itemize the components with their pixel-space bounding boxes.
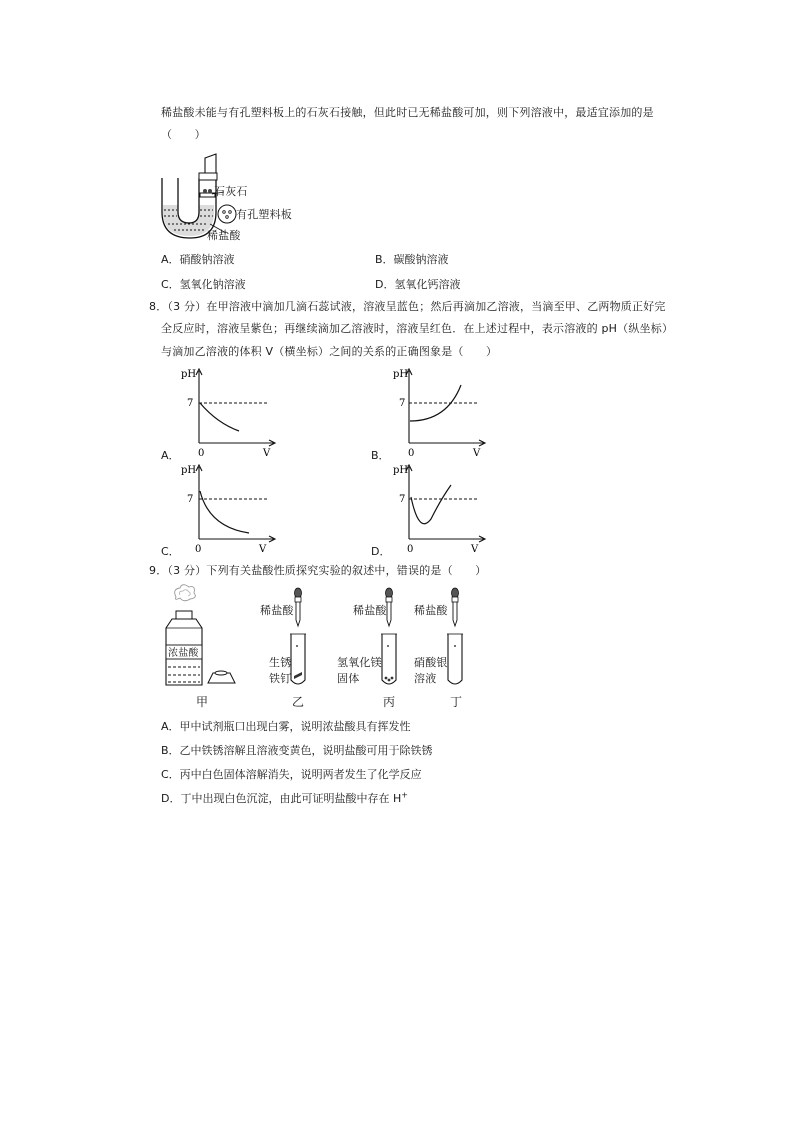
q8-choice-c: C． [161,545,180,558]
q8-graph-b-x-label: V [473,448,481,459]
q9-option-d-superscript: + [401,790,408,800]
q8-graph-b-mark-7: 7 [399,398,406,409]
q9-caption-jia: 甲 [196,695,209,709]
q8-graph-a-origin: 0 [198,448,205,459]
q8-choice-a: A． [161,449,180,462]
q8-stem-line-2: 全反应时，溶液呈紫色；再继续滴加乙溶液时，溶液呈红色．在上述过程中，表示溶液的 pH（纵坐标） [161,322,674,335]
q9-dropper-label-ding: 稀盐酸 [414,604,448,617]
q9-bing-label-1: 氢氧化镁 [337,656,382,669]
q8-graph-b-origin: 0 [408,448,415,459]
q8-graph-d-y-label: pH [393,465,409,476]
q8-graph-c-x-label: V [259,544,267,555]
q9-option-b: B．乙中铁锈溶解且溶液变黄色，说明盐酸可用于除铁锈 [161,744,433,757]
q8-stem-line-3: 与滴加乙溶液的体积 V（横坐标）之间的关系的正确图象是（ ） [161,345,498,358]
q8-graph-a [175,365,285,465]
q9-figure-ding-tube [445,586,465,690]
q8-graph-b [385,365,495,465]
q8-graph-d-origin: 0 [407,544,414,555]
q9-dropper-label-yi: 稀盐酸 [260,604,294,617]
q9-caption-yi: 乙 [292,695,305,709]
q7-option-c: C．氢氧化钠溶液 [161,278,246,291]
q7-label-limestone: 石灰石 [214,185,248,198]
q9-option-c: C．丙中白色固体溶解消失，说明两者发生了化学反应 [161,768,422,781]
q8-graph-b-y-label: pH [393,369,409,380]
q8-choice-b: B． [371,449,390,462]
q9-dropper-label-bing: 稀盐酸 [353,604,387,617]
q7-label-plate: 有孔塑料板 [236,208,292,221]
q9-figure-jia-bottle [158,583,238,693]
q8-graph-c-y-label: pH [181,465,197,476]
q8-graph-c-mark-7: 7 [187,494,194,505]
q8-graph-a-y-label: pH [181,369,197,380]
q9-stem: 9．（3 分）下列有关盐酸性质探究实验的叙述中，错误的是（ ） [149,564,487,577]
q8-graph-c-origin: 0 [195,544,202,555]
q8-stem-line-1: 8．（3 分）在甲溶液中滴加几滴石蕊试液，溶液呈蓝色；然后再滴加乙溶液，当滴至甲、乙两物质正好完 [149,300,666,313]
q9-yi-label-1: 生锈 [269,656,292,669]
q9-ding-label-2: 溶液 [414,672,437,685]
q9-option-d [161,790,408,806]
q7-option-a: A．硝酸钠溶液 [161,253,235,266]
q9-option-d-text: D．丁中出现白色沉淀，由此可证明盐酸中存在 H [161,792,402,805]
q7-answer-paren: （ ） [161,128,206,141]
q8-choice-d: D． [371,545,391,558]
q8-graph-c [175,461,285,561]
q9-bottle-label: 浓盐酸 [168,648,199,659]
q8-graph-d-x-label: V [471,544,479,555]
q9-option-a: A．甲中试剂瓶口出现白雾，说明浓盐酸具有挥发性 [161,720,411,733]
q8-graph-d-mark-7: 7 [399,494,406,505]
q9-caption-ding: 丁 [450,695,463,709]
q8-graph-d [385,461,495,561]
q7-stem-line: 稀盐酸未能与有孔塑料板上的石灰石接触，但此时已无稀盐酸可加，则下列溶液中，最适宜添加的是 [161,106,654,119]
q7-label-acid: 稀盐酸 [207,229,241,242]
q9-ding-label-1: 硝酸银 [414,656,448,669]
q9-bing-label-2: 固体 [337,672,360,685]
q9-caption-bing: 丙 [383,695,396,709]
q7-option-b: B．碳酸钠溶液 [375,253,449,266]
q7-option-d: D．氢氧化钙溶液 [375,278,461,291]
q9-figure-bing-tube [379,586,399,690]
q9-yi-label-2: 铁钉 [269,672,292,685]
q8-graph-a-x-label: V [263,448,271,459]
q8-graph-a-mark-7: 7 [187,398,194,409]
